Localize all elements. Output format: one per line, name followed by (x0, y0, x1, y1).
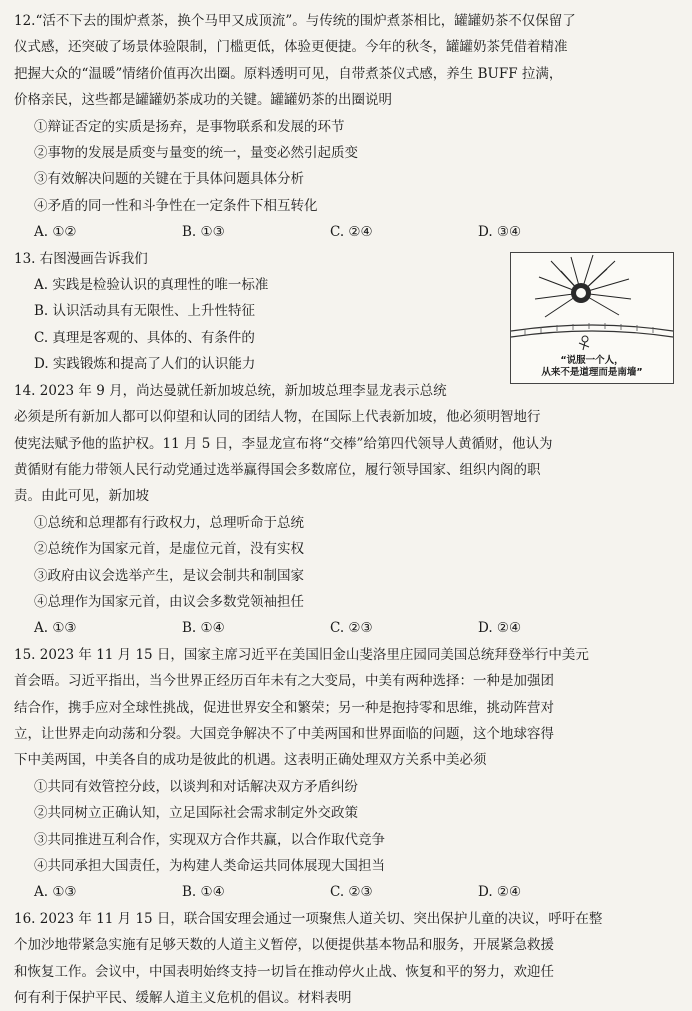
question-13-stem: 13. 右图漫画告诉我们 (14, 250, 148, 267)
option-b: B. ①④ (182, 620, 225, 637)
option-c: C. ②③ (330, 620, 373, 637)
question-16-stem-line: 和恢复工作。会议中，中国表明始终支持一切旨在推动停火止战、恢复和平的努力，欢迎任 (14, 963, 554, 980)
question-12-statement: ③有效解决问题的关键在于具体问题具体分析 (34, 171, 304, 188)
question-12-stem-line: 12.“活不下去的围炉煮茶，换个马甲又成顶流”。与传统的围炉煮茶相比，罐罐奶茶不仅保留了 (14, 13, 576, 29)
question-12-stem-line: 价格亲民，这些都是罐罐奶茶成功的关键。罐罐奶茶的出圈说明 (14, 92, 392, 109)
question-15 (14, 642, 676, 906)
question-12-statement: ①辩证否定的实质是扬弃，是事物联系和发展的环节 (34, 118, 345, 135)
question-15-stem-line: 立，让世界走向动荡和分裂。大国竞争解决不了中美两国和世界面临的问题，这个地球容得 (14, 725, 554, 742)
question-12-options (14, 219, 676, 245)
option-a: A. ①③ (34, 884, 77, 901)
question-16-stem-line: 个加沙地带紧急实施有足够天数的人道主义暂停，以便提供基本物品和服务，开展紧急救援 (14, 937, 554, 954)
question-14-stem-line: 必须是所有新加人都可以仰望和认同的团结人物，在国际上代表新加坡，他必须明智地行 (14, 409, 541, 426)
question-15-statement: ①共同有效管控分歧，以谈判和对话解决双方矛盾纠纷 (34, 778, 358, 795)
question-13-option-a: A. 实践是检验认识的真理性的唯一标准 (34, 277, 269, 294)
question-14-stem-line: 14. 2023 年 9 月，尚达曼就任新加坡总统，新加坡总理李显龙表示总统 (14, 382, 447, 399)
question-14-stem-line: 使宪法赋予他的监护权。11 月 5 日，李显龙宣布将“交棒”给第四代领导人黄循财，他认为 (14, 435, 553, 452)
question-15-statement: ②共同树立正确认知，立足国际社会需求制定外交政策 (34, 805, 358, 822)
cartoon-drawing (511, 253, 673, 353)
question-14-stem-line: 黄循财有能力带领人民行动党通过选举赢得国会多数席位，履行领导国家、组织内阁的职 (14, 461, 541, 478)
option-b: B. ①③ (182, 224, 225, 241)
option-c: C. ②③ (330, 884, 373, 901)
option-a: A. ①② (34, 224, 77, 241)
cartoon-caption-line: 从来不是道理而是南墙” (541, 366, 643, 378)
question-15-stem-line: 结合作，携手应对全球性挑战，促进世界安全和繁荣；另一种是抱持零和思维，挑动阵营对 (14, 699, 554, 716)
option-b: B. ①④ (182, 884, 225, 901)
question-15-stem-line: 首会晤。习近平指出，当今世界正经历百年未有之大变局，中美有两种选择：一种是加强团 (14, 673, 554, 690)
question-16-stem-line: 16. 2023 年 11 月 15 日，联合国安理会通过一项聚焦人道关切、突出保护儿童的决议，呼吁在整 (14, 910, 603, 927)
question-15-options (14, 879, 676, 905)
question-12-statement: ②事物的发展是质变与量变的统一，量变必然引起质变 (34, 145, 358, 162)
question-13-option-d: D. 实践锻炼和提高了人们的认识能力 (34, 356, 256, 373)
question-14-options (14, 615, 676, 641)
question-14-stem-line: 责。由此可见，新加坡 (14, 488, 149, 505)
option-c: C. ②④ (330, 224, 373, 241)
question-14-statement: ④总理作为国家元首，由议会多数党领袖担任 (34, 593, 304, 610)
question-13-option-b: B. 认识活动具有无限性、上升性特征 (34, 303, 256, 320)
option-d: D. ③④ (478, 224, 522, 241)
question-15-statement: ③共同推进互利合作，实现双方合作共赢，以合作取代竞争 (34, 831, 385, 848)
cartoon-caption (511, 355, 673, 379)
question-13-option-c: C. 真理是客观的、具体的、有条件的 (34, 329, 255, 346)
question-16 (14, 906, 676, 1011)
question-14 (14, 378, 676, 642)
option-a: A. ①③ (34, 620, 77, 637)
question-15-stem-line: 15. 2023 年 11 月 15 日，国家主席习近平在美国旧金山斐洛里庄园同美国总统拜登举行中美元 (14, 646, 589, 663)
option-d: D. ②④ (478, 884, 522, 901)
question-16-stem-line: 何有利于保护平民、缓解人道主义危机的倡议。材料表明 (14, 990, 352, 1007)
question-15-statement: ④共同承担大国责任，为构建人类命运共同体展现大国担当 (34, 858, 385, 874)
question-13 (14, 246, 676, 378)
question-14-statement: ①总统和总理都有行政权力，总理听命于总统 (34, 514, 304, 531)
cartoon-caption-line: “说服一个人， (560, 354, 624, 366)
cartoon-illustration (510, 252, 674, 384)
question-12 (14, 8, 676, 246)
question-12-stem-line: 把握大众的“温暖”情绪价值再次出圈。原料透明可见，自带煮茶仪式感，养生 BUFF 拉满， (14, 65, 563, 82)
question-12-stem-line: 仪式感，还突破了场景体验限制，门槛更低，体验更便捷。今年的秋冬，罐罐奶茶凭借着精准 (14, 39, 568, 56)
question-14-statement: ③政府由议会选举产生，是议会制共和制国家 (34, 567, 304, 584)
question-14-statement: ②总统作为国家元首，是虚位元首，没有实权 (34, 541, 304, 558)
option-d: D. ②④ (478, 620, 522, 637)
question-12-statement: ④矛盾的同一性和斗争性在一定条件下相互转化 (34, 197, 318, 214)
question-15-stem-line: 下中美两国，中美各自的成功是彼此的机遇。这表明正确处理双方关系中美必须 (14, 752, 487, 769)
